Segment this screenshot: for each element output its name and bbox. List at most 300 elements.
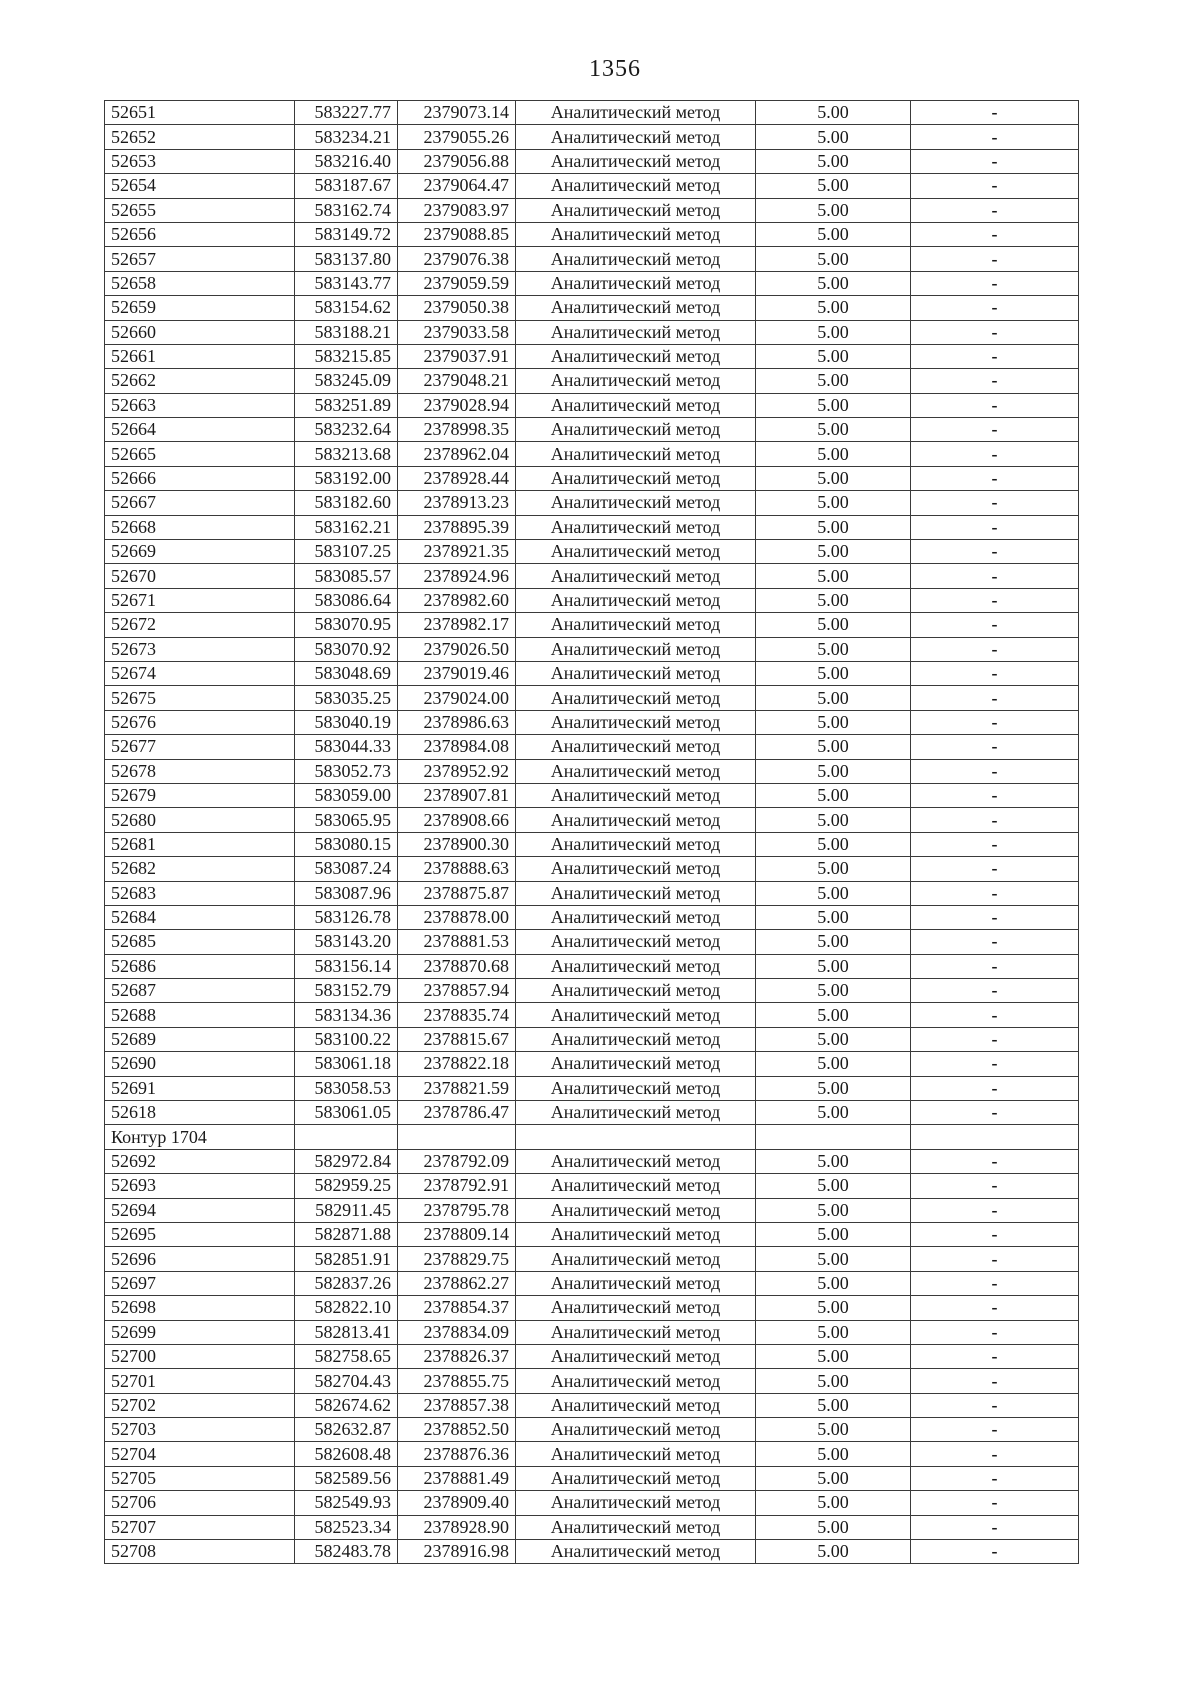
accuracy-cell: 5.00	[756, 320, 911, 344]
point-id-cell: 52692	[105, 1149, 295, 1173]
point-id-cell: 52658	[105, 271, 295, 295]
y-coordinate-cell: 2379019.46	[398, 661, 516, 685]
method-cell: Аналитический метод	[516, 1442, 756, 1466]
point-id-cell: 52696	[105, 1247, 295, 1271]
x-coordinate-cell: 582871.88	[295, 1222, 398, 1246]
description-cell: -	[911, 857, 1079, 881]
x-coordinate-cell: 583162.74	[295, 198, 398, 222]
x-coordinate-cell: 582959.25	[295, 1174, 398, 1198]
table-row	[105, 686, 1079, 710]
x-coordinate-cell: 583100.22	[295, 1027, 398, 1051]
y-coordinate-cell: 2378857.38	[398, 1393, 516, 1417]
description-cell: -	[911, 954, 1079, 978]
description-cell: -	[911, 296, 1079, 320]
point-id-cell: 52652	[105, 125, 295, 149]
x-coordinate-cell: 583061.18	[295, 1052, 398, 1076]
table-row	[105, 613, 1079, 637]
method-cell: Аналитический метод	[516, 954, 756, 978]
table-row	[105, 1198, 1079, 1222]
description-cell: -	[911, 1003, 1079, 1027]
method-cell: Аналитический метод	[516, 710, 756, 734]
table-row	[105, 491, 1079, 515]
accuracy-cell: 5.00	[756, 466, 911, 490]
point-id-cell: 52708	[105, 1540, 295, 1564]
point-id-cell: 52661	[105, 344, 295, 368]
description-cell: -	[911, 393, 1079, 417]
description-cell: -	[911, 320, 1079, 344]
method-cell: Аналитический метод	[516, 296, 756, 320]
table-row	[105, 442, 1079, 466]
description-cell: -	[911, 613, 1079, 637]
empty-cell	[398, 1125, 516, 1149]
method-cell: Аналитический метод	[516, 174, 756, 198]
x-coordinate-cell: 582632.87	[295, 1418, 398, 1442]
method-cell: Аналитический метод	[516, 1369, 756, 1393]
description-cell: -	[911, 418, 1079, 442]
description-cell: -	[911, 1296, 1079, 1320]
accuracy-cell: 5.00	[756, 515, 911, 539]
y-coordinate-cell: 2378878.00	[398, 905, 516, 929]
method-cell: Аналитический метод	[516, 1076, 756, 1100]
y-coordinate-cell: 2378928.44	[398, 466, 516, 490]
y-coordinate-cell: 2378792.09	[398, 1149, 516, 1173]
method-cell: Аналитический метод	[516, 149, 756, 173]
method-cell: Аналитический метод	[516, 759, 756, 783]
y-coordinate-cell: 2378916.98	[398, 1540, 516, 1564]
point-id-cell: 52688	[105, 1003, 295, 1027]
description-cell: -	[911, 1344, 1079, 1368]
contour-header-row	[105, 1125, 1079, 1149]
description-cell: -	[911, 1369, 1079, 1393]
y-coordinate-cell: 2378822.18	[398, 1052, 516, 1076]
point-id-cell: 52699	[105, 1320, 295, 1344]
method-cell: Аналитический метод	[516, 1247, 756, 1271]
table-row	[105, 1393, 1079, 1417]
description-cell: -	[911, 710, 1079, 734]
table-row	[105, 174, 1079, 198]
method-cell: Аналитический метод	[516, 369, 756, 393]
y-coordinate-cell: 2378809.14	[398, 1222, 516, 1246]
description-cell: -	[911, 222, 1079, 246]
point-id-cell: 52666	[105, 466, 295, 490]
point-id-cell: 52618	[105, 1101, 295, 1125]
method-cell: Аналитический метод	[516, 247, 756, 271]
table-row	[105, 1222, 1079, 1246]
method-cell: Аналитический метод	[516, 661, 756, 685]
table-row	[105, 1076, 1079, 1100]
table-row	[105, 466, 1079, 490]
description-cell: -	[911, 1466, 1079, 1490]
accuracy-cell: 5.00	[756, 588, 911, 612]
method-cell: Аналитический метод	[516, 491, 756, 515]
y-coordinate-cell: 2379033.58	[398, 320, 516, 344]
point-id-cell: 52684	[105, 905, 295, 929]
method-cell: Аналитический метод	[516, 637, 756, 661]
table-row	[105, 735, 1079, 759]
table-row	[105, 637, 1079, 661]
y-coordinate-cell: 2378986.63	[398, 710, 516, 734]
description-cell: -	[911, 588, 1079, 612]
accuracy-cell: 5.00	[756, 759, 911, 783]
method-cell: Аналитический метод	[516, 1149, 756, 1173]
table-row	[105, 125, 1079, 149]
point-id-cell: 52701	[105, 1369, 295, 1393]
y-coordinate-cell: 2378913.23	[398, 491, 516, 515]
accuracy-cell: 5.00	[756, 174, 911, 198]
method-cell: Аналитический метод	[516, 1296, 756, 1320]
table-row	[105, 1418, 1079, 1442]
description-cell: -	[911, 540, 1079, 564]
point-id-cell: 52659	[105, 296, 295, 320]
description-cell: -	[911, 1247, 1079, 1271]
table-row	[105, 222, 1079, 246]
x-coordinate-cell: 583061.05	[295, 1101, 398, 1125]
description-cell: -	[911, 247, 1079, 271]
method-cell: Аналитический метод	[516, 101, 756, 125]
y-coordinate-cell: 2379050.38	[398, 296, 516, 320]
method-cell: Аналитический метод	[516, 979, 756, 1003]
method-cell: Аналитический метод	[516, 418, 756, 442]
x-coordinate-cell: 583187.67	[295, 174, 398, 198]
description-cell: -	[911, 905, 1079, 929]
accuracy-cell: 5.00	[756, 1418, 911, 1442]
method-cell: Аналитический метод	[516, 222, 756, 246]
x-coordinate-cell: 583085.57	[295, 564, 398, 588]
x-coordinate-cell: 583052.73	[295, 759, 398, 783]
accuracy-cell: 5.00	[756, 857, 911, 881]
accuracy-cell: 5.00	[756, 101, 911, 125]
y-coordinate-cell: 2378908.66	[398, 808, 516, 832]
x-coordinate-cell: 583154.62	[295, 296, 398, 320]
table-row	[105, 832, 1079, 856]
x-coordinate-cell: 583044.33	[295, 735, 398, 759]
table-row	[105, 1491, 1079, 1515]
method-cell: Аналитический метод	[516, 808, 756, 832]
y-coordinate-cell: 2378855.75	[398, 1369, 516, 1393]
description-cell: -	[911, 515, 1079, 539]
method-cell: Аналитический метод	[516, 125, 756, 149]
table-row	[105, 1101, 1079, 1125]
y-coordinate-cell: 2378982.60	[398, 588, 516, 612]
x-coordinate-cell: 583087.24	[295, 857, 398, 881]
method-cell: Аналитический метод	[516, 1344, 756, 1368]
point-id-cell: 52665	[105, 442, 295, 466]
y-coordinate-cell: 2378928.90	[398, 1515, 516, 1539]
method-cell: Аналитический метод	[516, 564, 756, 588]
x-coordinate-cell: 583107.25	[295, 540, 398, 564]
description-cell: -	[911, 174, 1079, 198]
method-cell: Аналитический метод	[516, 1198, 756, 1222]
y-coordinate-cell: 2379076.38	[398, 247, 516, 271]
x-coordinate-cell: 582608.48	[295, 1442, 398, 1466]
table-row	[105, 1515, 1079, 1539]
description-cell: -	[911, 881, 1079, 905]
method-cell: Аналитический метод	[516, 198, 756, 222]
accuracy-cell: 5.00	[756, 442, 911, 466]
point-id-cell: 52651	[105, 101, 295, 125]
table-row	[105, 1247, 1079, 1271]
table-row	[105, 808, 1079, 832]
description-cell: -	[911, 198, 1079, 222]
point-id-cell: 52687	[105, 979, 295, 1003]
point-id-cell: 52680	[105, 808, 295, 832]
empty-cell	[295, 1125, 398, 1149]
description-cell: -	[911, 1198, 1079, 1222]
method-cell: Аналитический метод	[516, 1393, 756, 1417]
point-id-cell: 52678	[105, 759, 295, 783]
description-cell: -	[911, 1052, 1079, 1076]
y-coordinate-cell: 2379028.94	[398, 393, 516, 417]
y-coordinate-cell: 2379024.00	[398, 686, 516, 710]
point-id-cell: 52698	[105, 1296, 295, 1320]
point-id-cell: 52653	[105, 149, 295, 173]
point-id-cell: 52668	[105, 515, 295, 539]
x-coordinate-cell: 582758.65	[295, 1344, 398, 1368]
table-row	[105, 247, 1079, 271]
accuracy-cell: 5.00	[756, 369, 911, 393]
accuracy-cell: 5.00	[756, 1149, 911, 1173]
accuracy-cell: 5.00	[756, 1540, 911, 1564]
method-cell: Аналитический метод	[516, 881, 756, 905]
table-row	[105, 149, 1079, 173]
accuracy-cell: 5.00	[756, 710, 911, 734]
y-coordinate-cell: 2378998.35	[398, 418, 516, 442]
x-coordinate-cell: 582704.43	[295, 1369, 398, 1393]
description-cell: -	[911, 1076, 1079, 1100]
table-row	[105, 588, 1079, 612]
accuracy-cell: 5.00	[756, 1198, 911, 1222]
method-cell: Аналитический метод	[516, 1515, 756, 1539]
accuracy-cell: 5.00	[756, 1296, 911, 1320]
description-cell: -	[911, 1540, 1079, 1564]
point-id-cell: 52670	[105, 564, 295, 588]
x-coordinate-cell: 583065.95	[295, 808, 398, 832]
table-row	[105, 418, 1079, 442]
point-id-cell: 52683	[105, 881, 295, 905]
point-id-cell: 52700	[105, 1344, 295, 1368]
description-cell: -	[911, 1442, 1079, 1466]
description-cell: -	[911, 686, 1079, 710]
y-coordinate-cell: 2379064.47	[398, 174, 516, 198]
accuracy-cell: 5.00	[756, 247, 911, 271]
y-coordinate-cell: 2378862.27	[398, 1271, 516, 1295]
point-id-cell: 52686	[105, 954, 295, 978]
description-cell: -	[911, 1174, 1079, 1198]
x-coordinate-cell: 583137.80	[295, 247, 398, 271]
x-coordinate-cell: 583080.15	[295, 832, 398, 856]
x-coordinate-cell: 583087.96	[295, 881, 398, 905]
y-coordinate-cell: 2378826.37	[398, 1344, 516, 1368]
point-id-cell: 52694	[105, 1198, 295, 1222]
empty-cell	[911, 1125, 1079, 1149]
point-id-cell: 52695	[105, 1222, 295, 1246]
method-cell: Аналитический метод	[516, 930, 756, 954]
table-row	[105, 1296, 1079, 1320]
table-row	[105, 979, 1079, 1003]
point-id-cell: 52706	[105, 1491, 295, 1515]
accuracy-cell: 5.00	[756, 564, 911, 588]
x-coordinate-cell: 582972.84	[295, 1149, 398, 1173]
description-cell: -	[911, 661, 1079, 685]
point-id-cell: 52702	[105, 1393, 295, 1417]
accuracy-cell: 5.00	[756, 954, 911, 978]
table-row	[105, 1466, 1079, 1490]
table-row	[105, 296, 1079, 320]
y-coordinate-cell: 2378834.09	[398, 1320, 516, 1344]
x-coordinate-cell: 582589.56	[295, 1466, 398, 1490]
point-id-cell: 52677	[105, 735, 295, 759]
point-id-cell: 52662	[105, 369, 295, 393]
table-row	[105, 515, 1079, 539]
method-cell: Аналитический метод	[516, 1003, 756, 1027]
x-coordinate-cell: 583232.64	[295, 418, 398, 442]
x-coordinate-cell: 583134.36	[295, 1003, 398, 1027]
table-row	[105, 1344, 1079, 1368]
point-id-cell: 52674	[105, 661, 295, 685]
method-cell: Аналитический метод	[516, 515, 756, 539]
y-coordinate-cell: 2379059.59	[398, 271, 516, 295]
table-row	[105, 954, 1079, 978]
method-cell: Аналитический метод	[516, 1027, 756, 1051]
x-coordinate-cell: 583152.79	[295, 979, 398, 1003]
table-row	[105, 930, 1079, 954]
y-coordinate-cell: 2379088.85	[398, 222, 516, 246]
method-cell: Аналитический метод	[516, 1052, 756, 1076]
accuracy-cell: 5.00	[756, 637, 911, 661]
y-coordinate-cell: 2378881.49	[398, 1466, 516, 1490]
x-coordinate-cell: 583245.09	[295, 369, 398, 393]
description-cell: -	[911, 125, 1079, 149]
accuracy-cell: 5.00	[756, 661, 911, 685]
table-row	[105, 1540, 1079, 1564]
accuracy-cell: 5.00	[756, 1515, 911, 1539]
table-row	[105, 198, 1079, 222]
empty-cell	[756, 1125, 911, 1149]
description-cell: -	[911, 466, 1079, 490]
accuracy-cell: 5.00	[756, 1344, 911, 1368]
accuracy-cell: 5.00	[756, 418, 911, 442]
method-cell: Аналитический метод	[516, 1466, 756, 1490]
x-coordinate-cell: 583143.20	[295, 930, 398, 954]
accuracy-cell: 5.00	[756, 1174, 911, 1198]
method-cell: Аналитический метод	[516, 1540, 756, 1564]
point-id-cell: 52673	[105, 637, 295, 661]
description-cell: -	[911, 1271, 1079, 1295]
description-cell: -	[911, 1149, 1079, 1173]
x-coordinate-cell: 583035.25	[295, 686, 398, 710]
y-coordinate-cell: 2379048.21	[398, 369, 516, 393]
method-cell: Аналитический метод	[516, 1491, 756, 1515]
x-coordinate-cell: 582822.10	[295, 1296, 398, 1320]
method-cell: Аналитический метод	[516, 320, 756, 344]
x-coordinate-cell: 583213.68	[295, 442, 398, 466]
accuracy-cell: 5.00	[756, 344, 911, 368]
method-cell: Аналитический метод	[516, 832, 756, 856]
point-id-cell: 52671	[105, 588, 295, 612]
accuracy-cell: 5.00	[756, 491, 911, 515]
x-coordinate-cell: 583251.89	[295, 393, 398, 417]
table-row	[105, 783, 1079, 807]
y-coordinate-cell: 2378815.67	[398, 1027, 516, 1051]
x-coordinate-cell: 583058.53	[295, 1076, 398, 1100]
x-coordinate-cell: 583216.40	[295, 149, 398, 173]
accuracy-cell: 5.00	[756, 808, 911, 832]
method-cell: Аналитический метод	[516, 1320, 756, 1344]
description-cell: -	[911, 491, 1079, 515]
accuracy-cell: 5.00	[756, 686, 911, 710]
point-id-cell: 52664	[105, 418, 295, 442]
coordinates-table	[104, 100, 1079, 1564]
point-id-cell: 52675	[105, 686, 295, 710]
y-coordinate-cell: 2378876.36	[398, 1442, 516, 1466]
method-cell: Аналитический метод	[516, 1174, 756, 1198]
accuracy-cell: 5.00	[756, 1247, 911, 1271]
point-id-cell: 52655	[105, 198, 295, 222]
x-coordinate-cell: 583143.77	[295, 271, 398, 295]
accuracy-cell: 5.00	[756, 735, 911, 759]
accuracy-cell: 5.00	[756, 198, 911, 222]
y-coordinate-cell: 2378962.04	[398, 442, 516, 466]
description-cell: -	[911, 930, 1079, 954]
accuracy-cell: 5.00	[756, 125, 911, 149]
method-cell: Аналитический метод	[516, 905, 756, 929]
x-coordinate-cell: 582549.93	[295, 1491, 398, 1515]
x-coordinate-cell: 582523.34	[295, 1515, 398, 1539]
accuracy-cell: 5.00	[756, 1393, 911, 1417]
x-coordinate-cell: 583227.77	[295, 101, 398, 125]
accuracy-cell: 5.00	[756, 832, 911, 856]
y-coordinate-cell: 2378895.39	[398, 515, 516, 539]
y-coordinate-cell: 2378909.40	[398, 1491, 516, 1515]
accuracy-cell: 5.00	[756, 149, 911, 173]
table-row	[105, 1174, 1079, 1198]
y-coordinate-cell: 2378835.74	[398, 1003, 516, 1027]
table-row	[105, 320, 1079, 344]
y-coordinate-cell: 2378921.35	[398, 540, 516, 564]
table-row	[105, 857, 1079, 881]
accuracy-cell: 5.00	[756, 613, 911, 637]
y-coordinate-cell: 2378821.59	[398, 1076, 516, 1100]
empty-cell	[516, 1125, 756, 1149]
accuracy-cell: 5.00	[756, 1442, 911, 1466]
x-coordinate-cell: 583048.69	[295, 661, 398, 685]
contour-label: Контур 1704	[105, 1125, 295, 1149]
y-coordinate-cell: 2378900.30	[398, 832, 516, 856]
y-coordinate-cell: 2378854.37	[398, 1296, 516, 1320]
y-coordinate-cell: 2378875.87	[398, 881, 516, 905]
y-coordinate-cell: 2378881.53	[398, 930, 516, 954]
point-id-cell: 52657	[105, 247, 295, 271]
y-coordinate-cell: 2378984.08	[398, 735, 516, 759]
description-cell: -	[911, 1418, 1079, 1442]
point-id-cell: 52703	[105, 1418, 295, 1442]
method-cell: Аналитический метод	[516, 1271, 756, 1295]
table-row	[105, 1027, 1079, 1051]
point-id-cell: 52660	[105, 320, 295, 344]
method-cell: Аналитический метод	[516, 1222, 756, 1246]
y-coordinate-cell: 2378907.81	[398, 783, 516, 807]
page-number: 1356	[589, 56, 641, 82]
y-coordinate-cell: 2378852.50	[398, 1418, 516, 1442]
point-id-cell: 52691	[105, 1076, 295, 1100]
point-id-cell: 52681	[105, 832, 295, 856]
accuracy-cell: 5.00	[756, 1491, 911, 1515]
y-coordinate-cell: 2379056.88	[398, 149, 516, 173]
description-cell: -	[911, 101, 1079, 125]
method-cell: Аналитический метод	[516, 783, 756, 807]
point-id-cell: 52689	[105, 1027, 295, 1051]
x-coordinate-cell: 582674.62	[295, 1393, 398, 1417]
